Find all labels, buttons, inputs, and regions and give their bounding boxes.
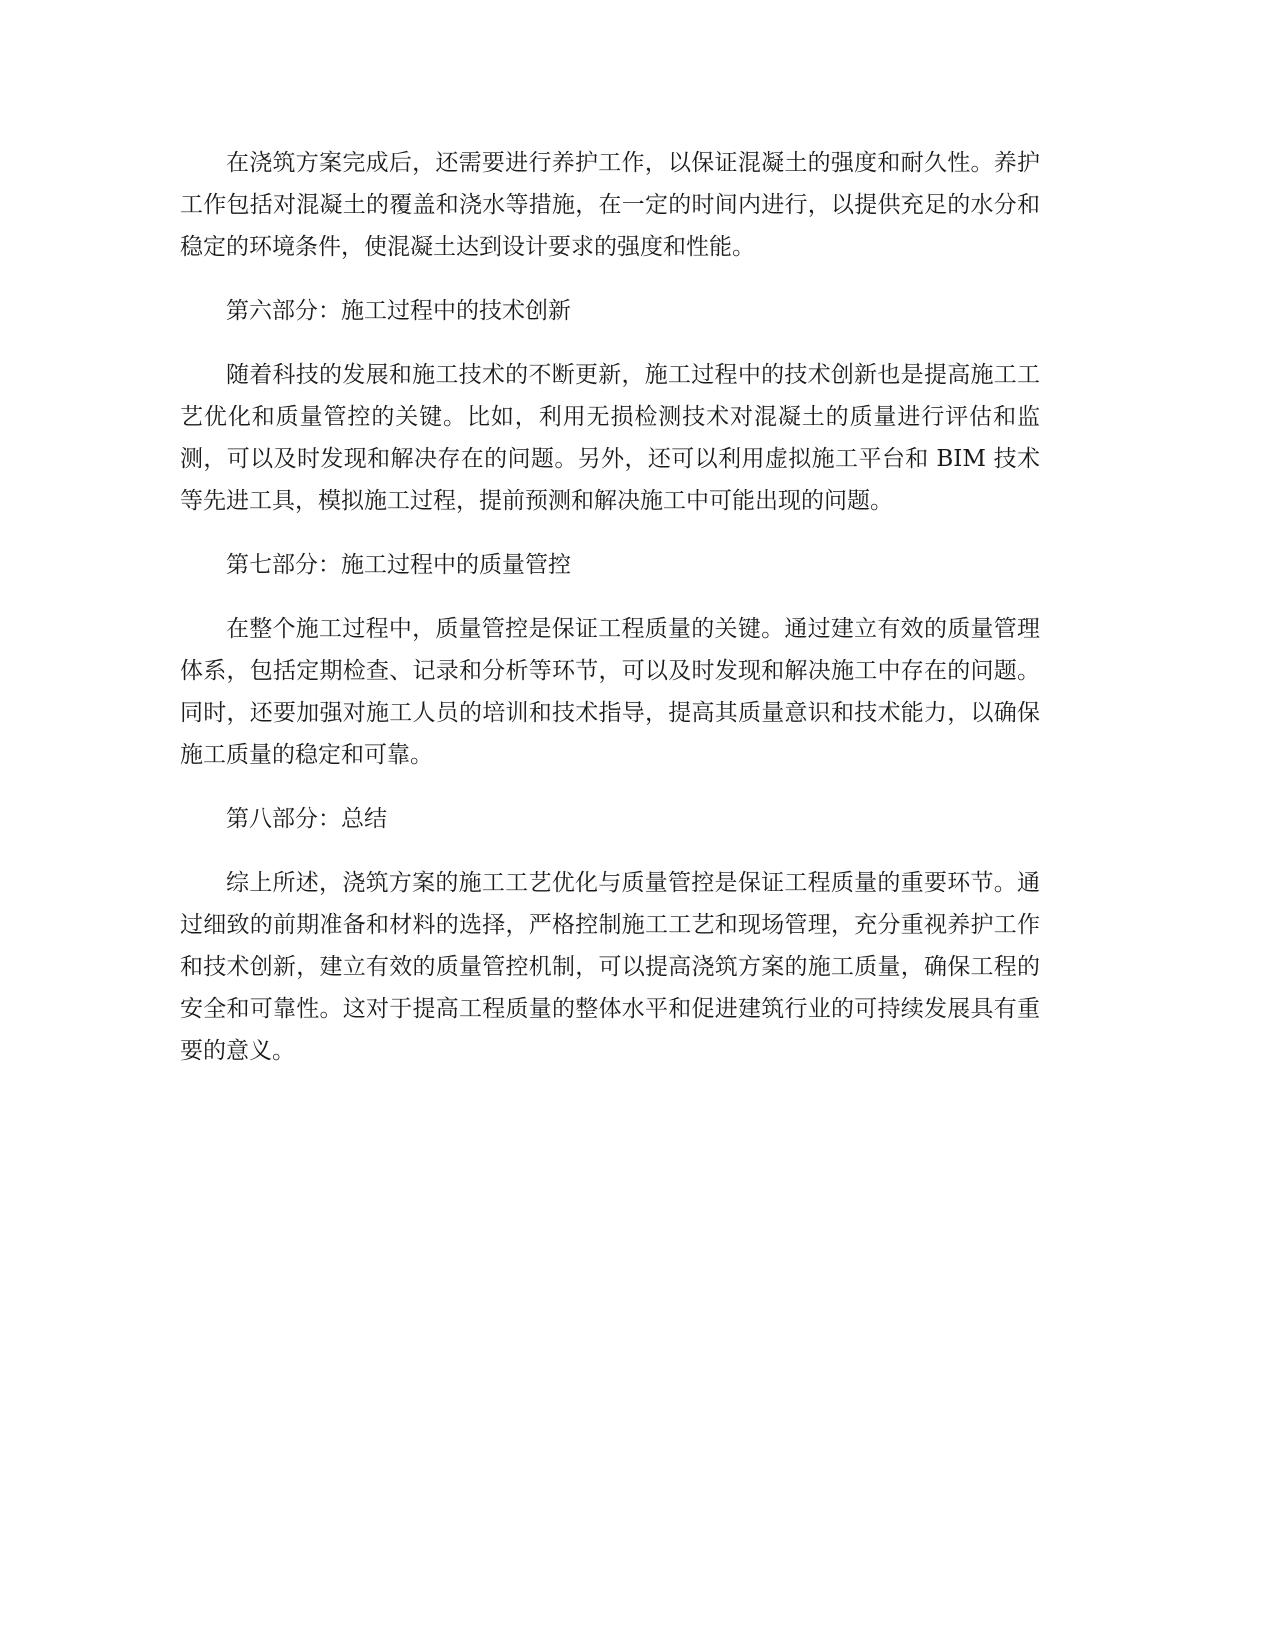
section-heading-7: 第七部分：施工过程中的质量管控 — [226, 552, 571, 578]
paragraph-tech-innovation: 随着科技的发展和施工技术的不断更新，施工过程中的技术创新也是提高施工工艺优化和质量管控的关键。比如，利用无损检测技术对混凝土的质量进行评估和监测，可以及时发现和解决存在的问题。另外，还可以利用虚拟施工平台和 BIM 技术等先进工具，模拟施工过程，提前预测和解决施工中可能出现的问题。 — [180, 362, 1040, 514]
section-heading-6: 第六部分：施工过程中的技术创新 — [226, 298, 571, 324]
document-body — [180, 142, 1040, 1094]
section-heading-8: 第八部分：总结 — [226, 806, 387, 832]
paragraph-summary: 综上所述，浇筑方案的施工工艺优化与质量管控是保证工程质量的重要环节。通过细致的前期准备和材料的选择，严格控制施工工艺和现场管理，充分重视养护工作和技术创新，建立有效的质量管控机制，可以提高浇筑方案的施工质量，确保工程的安全和可靠性。这对于提高工程质量的整体水平和促进建筑行业的可持续发展具有重要的意义。 — [180, 870, 1040, 1064]
paragraph-quality-control: 在整个施工过程中，质量管控是保证工程质量的关键。通过建立有效的质量管理体系，包括定期检查、记录和分析等环节，可以及时发现和解决施工中存在的问题。同时，还要加强对施工人员的培训和技术指导，提高其质量意识和技术能力，以确保施工质量的稳定和可靠。 — [180, 616, 1040, 768]
paragraph-curing: 在浇筑方案完成后，还需要进行养护工作，以保证混凝土的强度和耐久性。养护工作包括对混凝土的覆盖和浇水等措施，在一定的时间内进行，以提供充足的水分和稳定的环境条件，使混凝土达到设计要求的强度和性能。 — [180, 150, 1040, 260]
